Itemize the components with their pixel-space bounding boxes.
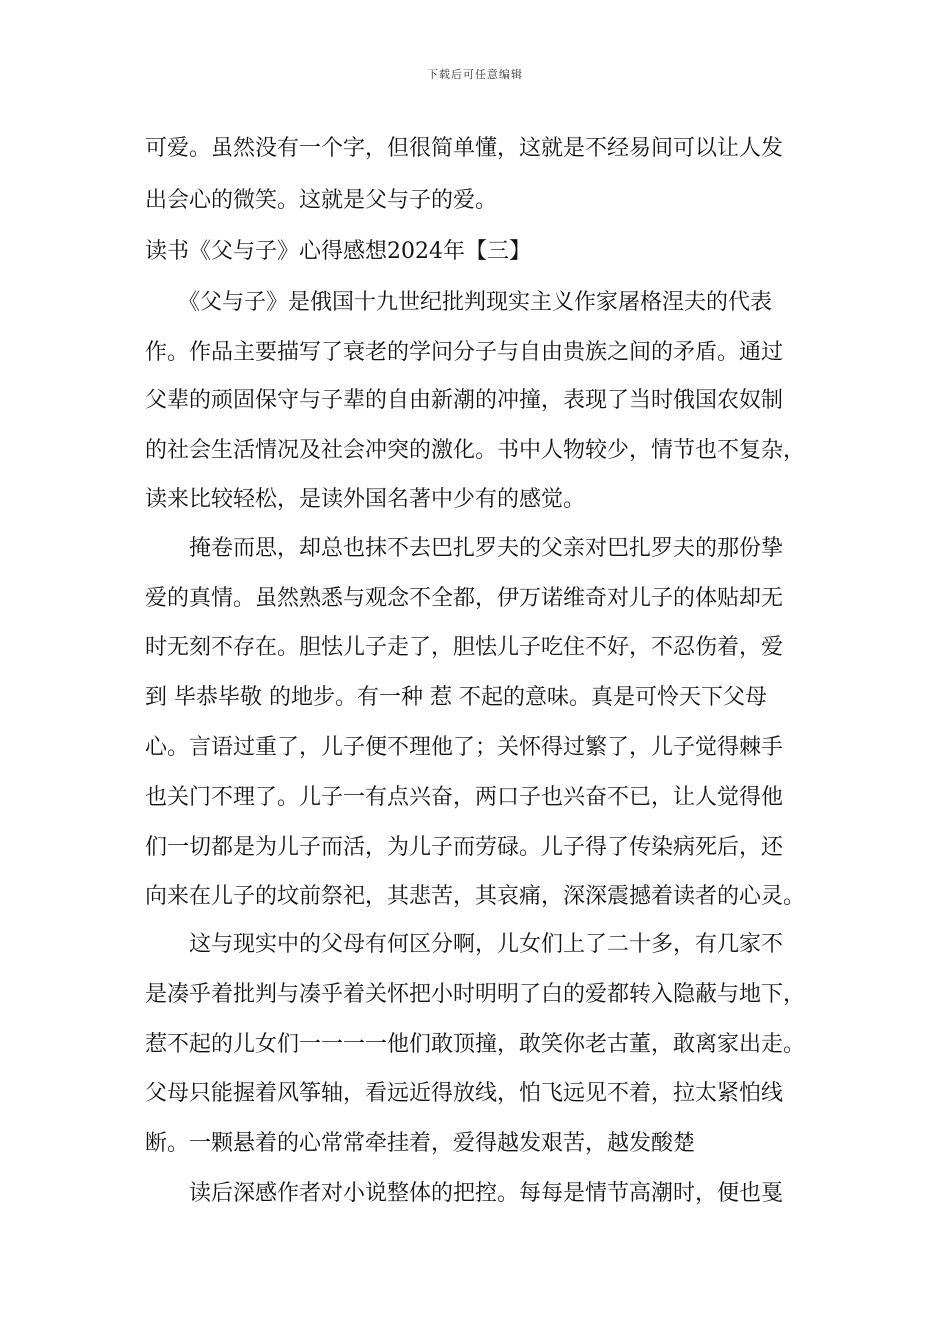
text-line-4: 《父与子》是俄国十九世纪批判现实主义作家屠格涅夫的代表 — [145, 290, 773, 315]
text-line-13: 心。言语过重了，儿子便不理他了；关怀得过繁了，儿子觉得棘手 — [145, 735, 784, 760]
text-line-15: 们一切都是为儿子而活，为儿子而劳碌。儿子得了传染病死后，还 — [145, 835, 784, 860]
text-line-1: 可爱。虽然没有一个字，但很简单懂，这就是不经易间可以让人发 — [145, 136, 784, 161]
text-line-17: 这与现实中的父母有何区分啊，儿女们上了二十多，有几家不 — [145, 932, 784, 957]
text-line-21: 断。一颗悬着的心常常牵挂着，爱得越发艰苦，越发酸楚 — [145, 1131, 696, 1156]
page-header: 下载后可任意编辑 — [427, 68, 523, 81]
text-line-7: 的社会生活情况及社会冲突的激化。书中人物较少，情节也不复杂， — [145, 438, 806, 463]
text-line-9: 掩卷而思，却总也抹不去巴扎罗夫的父亲对巴扎罗夫的那份挚 — [145, 536, 784, 561]
text-line-18: 是凑乎着批判与凑乎着关怀把小时明明了白的爱都转入隐蔽与地下， — [145, 982, 806, 1007]
section-heading: 读书《父与子》心得感想2024年【三】 — [145, 239, 531, 264]
text-line-16: 向来在儿子的坟前祭祀，其悲苦，其哀痛，深深震撼着读者的心灵。 — [145, 884, 806, 909]
text-line-22: 读后深感作者对小说整体的把控。每每是情节高潮时，便也戛 — [145, 1181, 784, 1206]
text-line-14: 也关门不理了。儿子一有点兴奋，两口子也兴奋不已，让人觉得他 — [145, 785, 784, 810]
text-line-10: 爱的真情。虽然熟悉与观念不全都，伊万诺维奇对儿子的体贴却无 — [145, 586, 784, 611]
text-line-5: 作。作品主要描写了衰老的学问分子与自由贵族之间的矛盾。通过 — [145, 340, 784, 365]
text-line-2: 出会心的微笑。这就是父与子的爱。 — [145, 188, 498, 213]
text-line-12: 到 毕恭毕敬 的地步。有一种 惹 不起的意味。真是可怜天下父母 — [145, 685, 767, 710]
text-line-20: 父母只能握着风筝轴，看远近得放线，怕飞远见不着，拉太紧怕线 — [145, 1081, 784, 1106]
text-line-8: 读来比较轻松，是读外国名著中少有的感觉。 — [145, 487, 586, 512]
text-line-11: 时无刻不存在。胆怯儿子走了，胆怯儿子吃住不好，不忍伤着，爱 — [145, 635, 784, 660]
text-line-19: 惹不起的儿女们一一一一他们敢顶撞，敢笑你老古董，敢离家出走。 — [145, 1032, 806, 1057]
text-line-6: 父辈的顽固保守与子辈的自由新潮的冲撞，表现了当时俄国农奴制 — [145, 388, 784, 413]
